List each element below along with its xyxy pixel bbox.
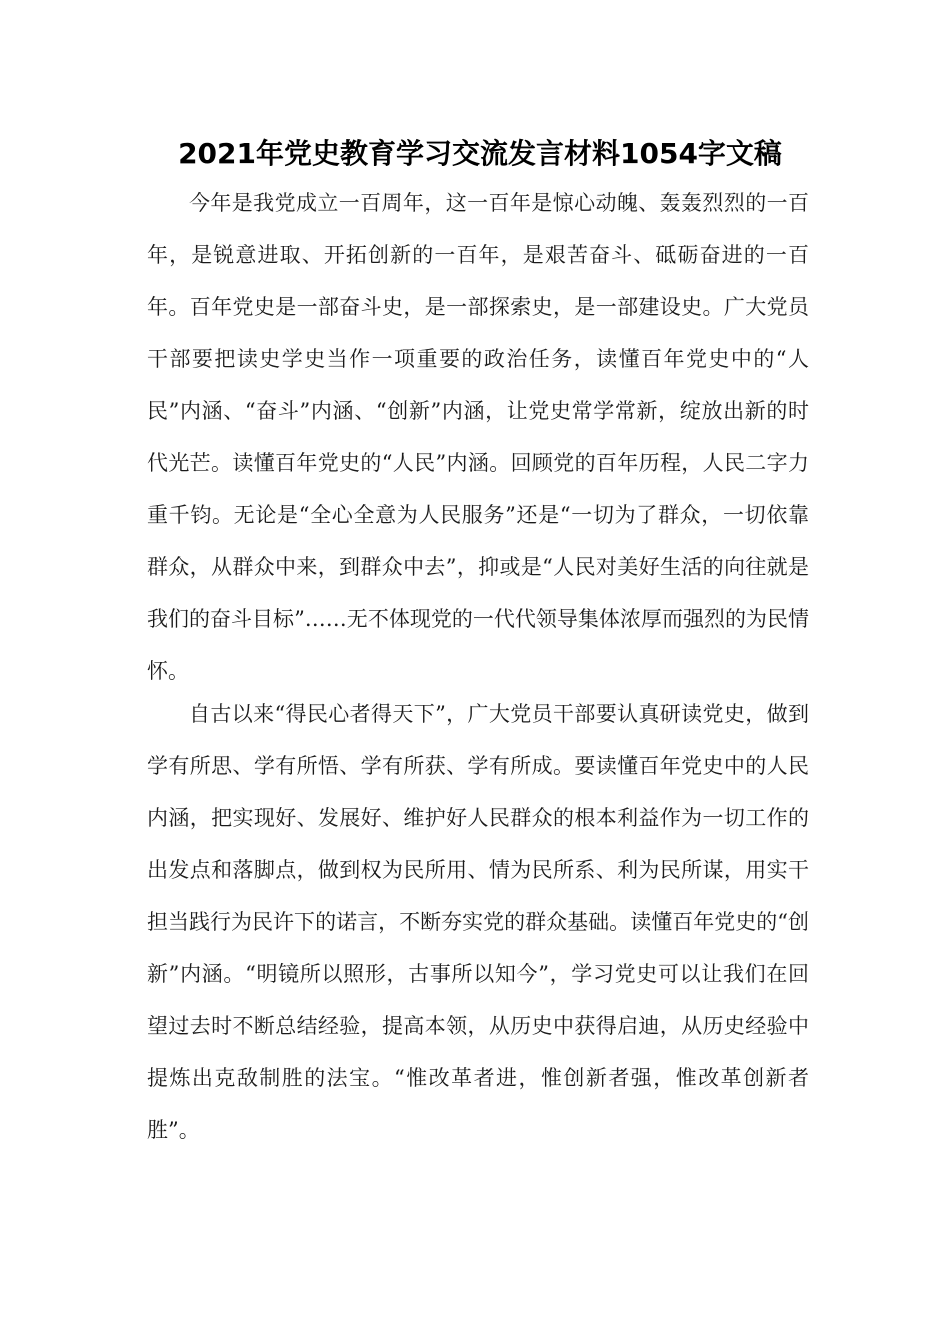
paragraph-1: 今年是我党成立一百周年，这一百年是惊心动魄、轰轰烈烈的一百年，是锐意进取、开拓创新的一百年，是艰苦奋斗、砥砺奋进的一百年。百年党史是一部奋斗史，是一部探索史，是一部建设史。广大党员干部要把读史学史当作一项重要的政治任务，读懂百年党史中的“人民”内涵、“奋斗”内涵、“创新”内涵，让党史常学常新，绽放出新的时代光芒。读懂百年党史的“人民”内涵。回顾党的百年历程，人民二字力重千钧。无论是“全心全意为人民服务”还是“一切为了群众，一切依靠群众，从群众中来，到群众中去”，抑或是“人民对美好生活的向往就是我们的奋斗目标”……无不体现党的一代代领导集体浓厚而强烈的为民情怀。 (147, 191, 809, 683)
document-title: 2021年党史教育学习交流发言材料1054字文稿 (178, 137, 782, 170)
paragraph-2: 自古以来“得民心者得天下”，广大党员干部要认真研读党史，做到学有所思、学有所悟、学有所获、学有所成。要读懂百年党史中的人民内涵，把实现好、发展好、维护好人民群众的根本利益作为一切工作的出发点和落脚点，做到权为民所用、情为民所系、利为民所谋，用实干担当践行为民许下的诺言，不断夯实党的群众基础。读懂百年党史的“创新”内涵。“明镜所以照形，古事所以知今”，学习党史可以让我们在回望过去时不断总结经验，提高本领，从历史中获得启迪，从历史经验中提炼出克敌制胜的法宝。“惟改革者进，惟创新者强，惟改革创新者胜”。 (147, 702, 809, 1142)
